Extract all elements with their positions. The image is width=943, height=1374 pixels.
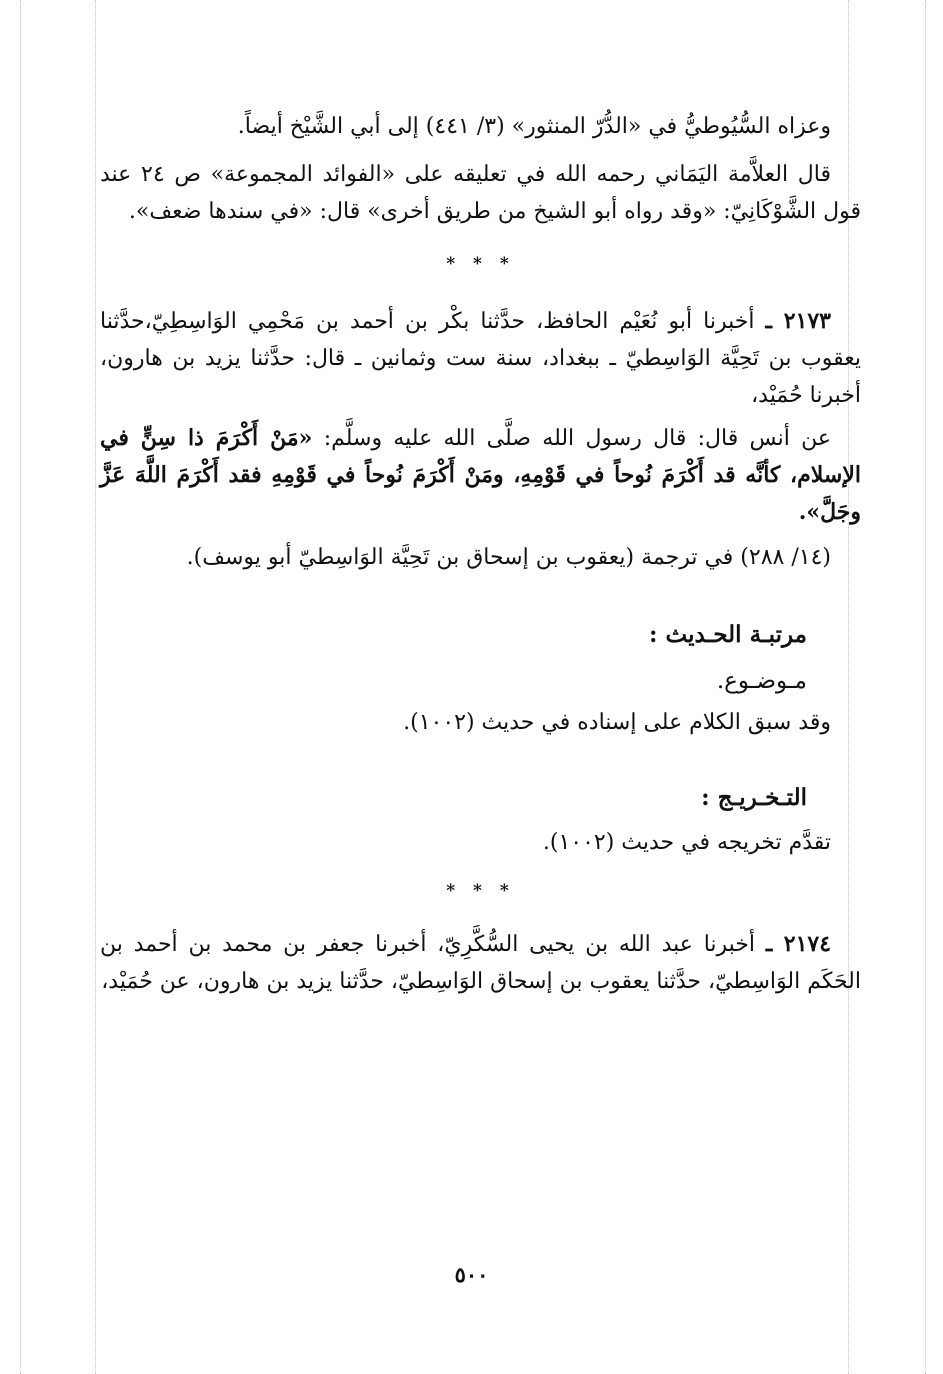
page-number: ٥٠٠ — [454, 1262, 489, 1287]
rank-heading: مرتبـة الحـديث : — [649, 621, 807, 648]
margin-dotted-line — [20, 0, 21, 1374]
takhrij-text: تقدَّم تخريجه في حديث (١٠٠٢). — [542, 830, 831, 855]
hadith-2174-isnad — [100, 926, 861, 1000]
hadith-isnad-text: أخبرنا عبد الله بن يحيى السُّكَّرِيّ، أخبرنا جعفر بن محمد بن أحمد بن الحَكَم الوَاسِطيّ، حدَّثنا يعقوب بن إسحاق الوَاسِطيّ، حدَّثنا يزيد بن هارون، عن حُمَيْد، — [100, 932, 861, 994]
hadith-number: ٢١٧٤ ـ — [765, 931, 832, 957]
margin-dotted-line — [95, 0, 96, 1374]
rank-note: وقد سبق الكلام على إسناده في حديث (١٠٠٢). — [403, 710, 831, 735]
hadith-isnad-text: أخبرنا أبو نُعَيْم الحافظ، حدَّثنا بكْر بن أحمد بن مَحْمِي الوَاسِطِيّ،حدَّثنا يعقوب بن تَحِيَّة الوَاسِطيّ ـ ببغداد، سنة ست وثمانين ـ قال: حدَّثنا يزيد بن هارون، أخبرنا حُمَيْد، — [100, 309, 861, 408]
hadith-number: ٢١٧٣ ـ — [765, 308, 831, 334]
rank-value: مـوضـوع. — [716, 668, 807, 694]
hadith-reference: (١٤/ ٢٨٨) في ترجمة (يعقوب بن إسحاق بن تَحِيَّة الوَاسِطيّ أبو يوسف). — [186, 545, 831, 570]
page-content — [100, 108, 861, 1000]
hadith-matn-quote: «مَنْ أَكْرَمَ ذا سِنٍّ في الإسلام، كأنَّه قد أَكْرَمَ نُوحاً في قَوْمِهِ، ومَنْ أَكْرَمَ نُوحاً في قَوْمِهِ فقد أَكْرَمَ اللَّهَ عَزَّ وجَلَّ». — [100, 425, 861, 525]
takhrij-heading: التـخـريـج : — [701, 784, 807, 811]
paragraph-yamani: قال العلاَّمة اليَمَاني رحمه الله في تعليقه على «الفوائد المجموعة» ص ٢٤ عند قول الشَّوْكَانِيّ: «وقد رواه أبو الشيخ من طريق أخرى» قال: «في سندها ضعف». — [100, 162, 861, 224]
hadith-2173-isnad — [100, 303, 861, 414]
hadith-matn-intro: عن أنس قال: قال رسول الله صلَّى الله عليه وسلَّم: — [323, 426, 831, 451]
section-separator: * * * — [446, 254, 515, 274]
hadith-2173-matn — [100, 420, 861, 531]
section-separator: * * * — [446, 881, 515, 901]
paragraph-suyuti: وعزاه السُّيُوطيُّ في «الدُّرّ المنثور» (٣/ ٤٤١) إلى أبي الشَّيْخ أيضاً. — [237, 114, 831, 139]
margin-dotted-line — [925, 0, 926, 1374]
